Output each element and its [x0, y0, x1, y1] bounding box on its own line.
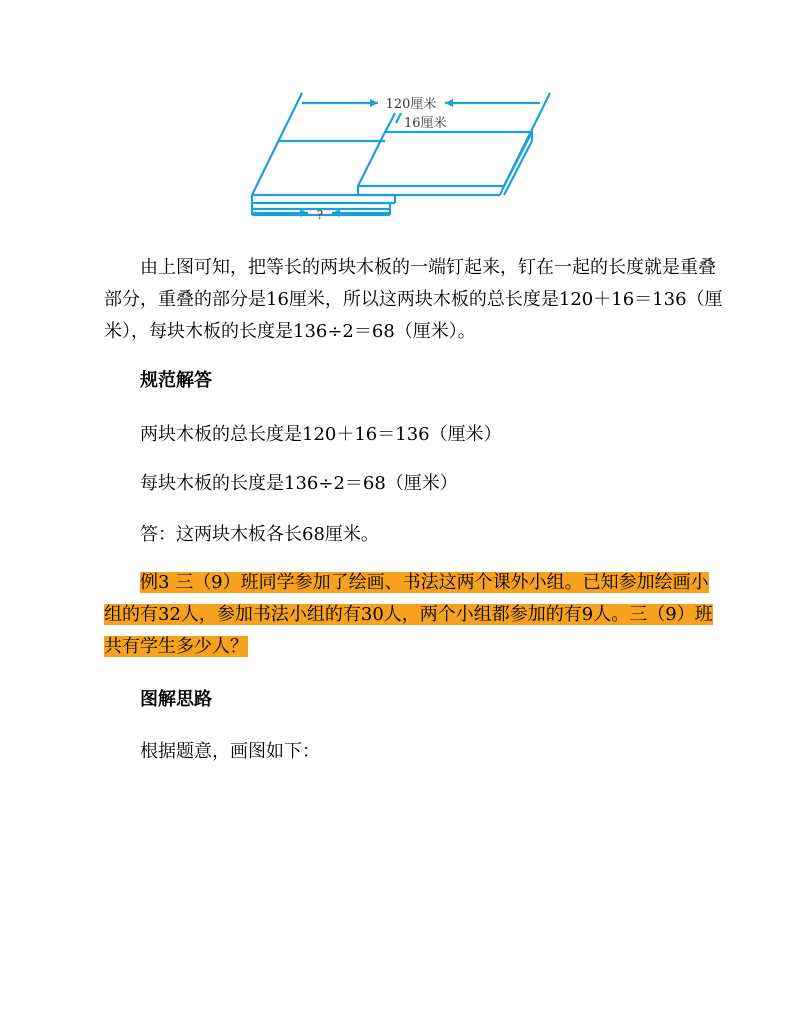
solution-heading: 规范解答	[140, 370, 212, 391]
length-label-120: 120厘米	[385, 97, 437, 112]
solution-line-2: 每块木板的长度是136÷2＝68（厘米）	[140, 473, 458, 494]
analysis-paragraph: 由上图可知，把等长的两块木板的一端钉起来，钉在一起的长度就是重叠部分，重叠的部分是16厘米，所以这两块木板的总长度是120＋16＝136（厘米），每块木板的长度是136÷2＝68（厘米）。	[104, 257, 723, 342]
example-3-problem	[104, 567, 724, 663]
solution-line-1: 两块木板的总长度是120＋16＝136（厘米）	[140, 424, 502, 445]
overlap-label-16: 16厘米	[404, 116, 447, 131]
thinking-line: 根据题意，画图如下：	[140, 741, 320, 762]
example-3-label: 例3	[140, 572, 170, 593]
thinking-heading: 图解思路	[140, 689, 212, 710]
example-3-text: 三（9）班同学参加了绘画、书法这两个课外小组。已知参加绘画小组的有32人，参加书法小组的有30人，两个小组都参加的有9人。三（9）班共有学生多少人？	[104, 572, 713, 657]
solution-answer: 答：这两块木板各长68厘米。	[140, 524, 379, 545]
overlapping-boards-diagram	[240, 85, 560, 235]
unknown-length-label: ?	[316, 208, 324, 222]
